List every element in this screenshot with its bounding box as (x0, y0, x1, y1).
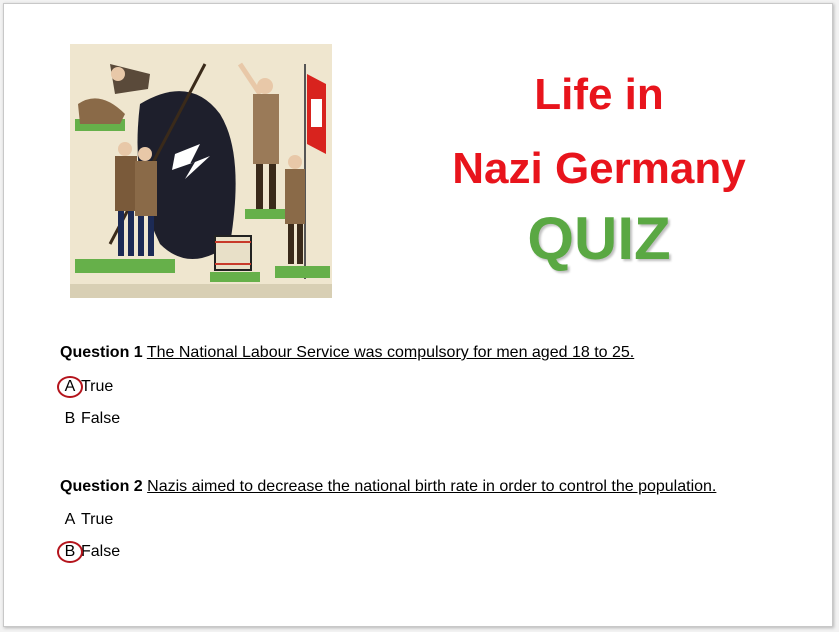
illustration-image (70, 44, 332, 298)
option-letter: B (64, 410, 76, 427)
title-quiz: QUIZ (527, 205, 671, 272)
question-2-option-b[interactable] (60, 543, 120, 561)
question-2-option-a[interactable] (60, 511, 113, 529)
question-number: Question 2 (60, 478, 143, 495)
question-text: Nazis aimed to decrease the national birth rate in order to control the population. (147, 478, 717, 495)
question-text: The National Labour Service was compulsory for men aged 18 to 25. (146, 344, 635, 361)
question-1-option-a[interactable] (60, 378, 113, 396)
title-line-1: Life in (534, 70, 664, 119)
title-line-2: Nazi Germany (452, 144, 746, 193)
option-letter: A (64, 511, 76, 528)
propaganda-illustration (70, 44, 332, 298)
option-text: False (81, 410, 121, 427)
question-1-option-b[interactable] (60, 410, 120, 428)
option-text: False (81, 543, 121, 560)
question-2 (60, 478, 716, 496)
question-number: Question 1 (60, 344, 143, 361)
option-text: True (81, 378, 114, 395)
question-1 (60, 344, 634, 362)
option-text: True (81, 511, 114, 528)
option-letter-selected: B (60, 543, 80, 561)
option-letter-selected: A (60, 378, 80, 396)
slide (3, 3, 833, 627)
